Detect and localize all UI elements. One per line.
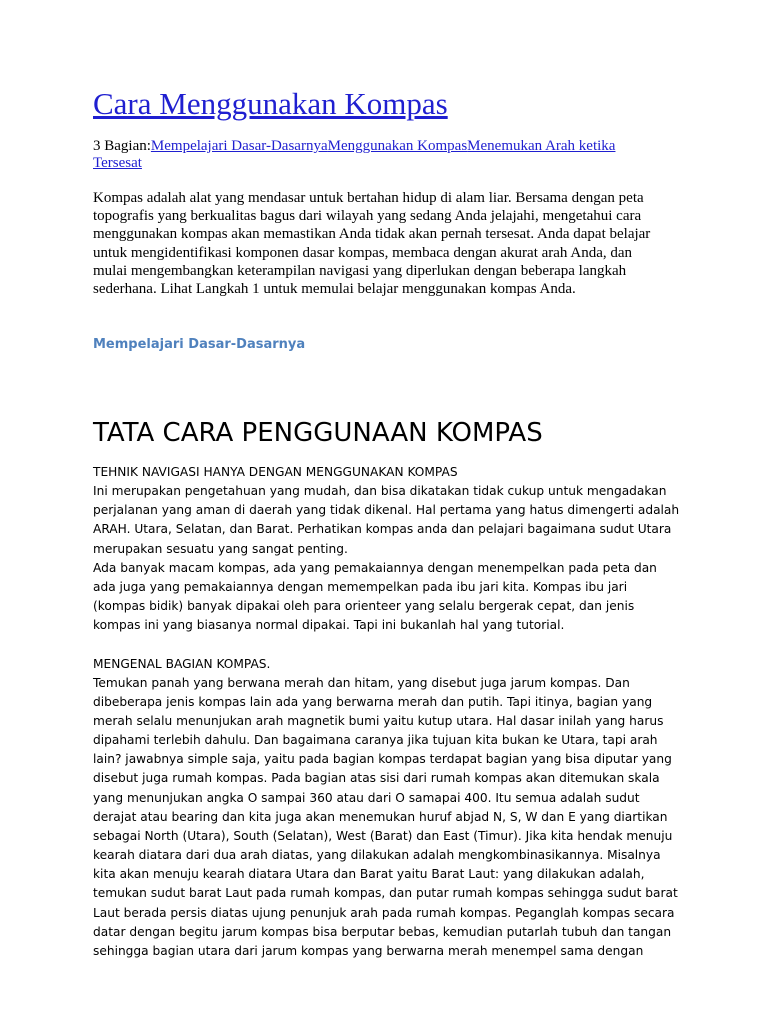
parts-prefix: 3 Bagian:: [93, 138, 151, 154]
article-body: [93, 463, 683, 961]
subheading-navigation: TEHNIK NAVIGASI HANYA DENGAN MENGGUNAKAN KOMPAS: [93, 465, 458, 479]
paragraph-gap: [93, 635, 683, 654]
intro-paragraph: Kompas adalah alat yang mendasar untuk bertahan hidup di alam liar. Bersama dengan peta topografis yang berkualitas bagus dari wilayah yang sedang Anda jelajahi, mengetahui cara menggunakan kompas akan memastikan Anda tidak akan pernah tersesat. Anda dapat belajar untuk mengidentifikasi komponen dasar kompas, membaca dengan akurat arah Anda, dan mulai mengembangkan keterampilan navigasi yang diperlukan dengan beberapa langkah sederhana. Lihat Langkah 1 untuk memulai belajar menggunakan kompas Anda.: [93, 190, 651, 298]
main-heading: TATA CARA PENGGUNAAN KOMPAS: [93, 418, 543, 448]
part-link-lost[interactable]: Menemukan Arah ketika Tersesat: [93, 138, 616, 171]
paragraph-navigation: Ini merupakan pengetahuan yang mudah, dan bisa dikatakan tidak cukup untuk mengadakan perjalanan yang aman di daerah yang tidak dikenal. Hal pertama yang hatus dimengerti adalah ARAH. Utara, Selatan, dan Barat. Perhatikan kompas anda dan pelajari bagaimana sudut Utara merupakan sesuatu yang sangat penting.: [93, 484, 680, 556]
subheading-compass-parts: MENGENAL BAGIAN KOMPAS.: [93, 656, 271, 671]
paragraph-compass-parts: Temukan panah yang berwana merah dan hitam, yang disebut juga jarum kompas. Dan dibeberapa jenis kompas lain ada yang berwarna merah dan putih. Tapi itinya, bagian yang merah selalu menunjukan arah magnetik bumi yaitu kutup utara. Hal dasar inilah yang harus dipahami terlebih dahulu. Dan bagaimana caranya jika tujuan kita bukan ke Utara, tapi arah lain? jawabnya simple saja, yaitu pada bagian kompas terdapat bagian yang bisa diputar yang disebut juga rumah kompas. Pada bagian atas sisi dari rumah kompas akan ditemukan skala yang menunjukan angka O sampai 360 atau dari O samapai 400. Itu semua adalah sudut derajat atau bearing dan kita juga akan menemukan huruf abjad N, S, W dan E yang diartikan sebagai North (Utara), South (Selatan), West (Barat) dan East (Timur). Jika kita hendak menuju kearah diatara dari dua arah diatas, yang dilakukan adalah mengkombinasikannya. Misalnya kita akan menuju kearah diatara Utara dan Barat yaitu Barat Laut: yang dilakukan adalah, temukan sudut barat Laut pada rumah kompas, dan putar rumah kompas sehingga sudut barat Laut berada persis diatas ujung penunjuk arah pada rumah kompas. Peganglah kompas secara datar dengan begitu jarum kompas bisa berputar bebas, kemudian putarlah tubuh dan tangan sehingga bagian utara dari jarum kompas yang berwarna merah menempel sama dengan: [93, 675, 678, 958]
part-link-basics[interactable]: Mempelajari Dasar-Dasarnya: [150, 138, 328, 154]
part-link-using-compass[interactable]: Menggunakan Kompas: [327, 138, 468, 154]
paragraph-compass-types: Ada banyak macam kompas, ada yang pemakaiannya dengan menempelkan pada peta dan ada juga yang pemakaiannya dengan memempelkan pada ibu jari kita. Kompas ibu jari (kompas bidik) banyak dipakai oleh para orienteer yang selalu bergerak cepat, dan jenis kompas ini yang biasanya normal dipakai. Tapi ini bukanlah hal yang tutorial.: [93, 560, 657, 633]
section-link-basics[interactable]: Mempelajari Dasar-Dasarnya: [93, 337, 306, 352]
page-title[interactable]: Cara Menggunakan Kompas: [93, 86, 448, 121]
parts-navigation: [93, 138, 653, 172]
